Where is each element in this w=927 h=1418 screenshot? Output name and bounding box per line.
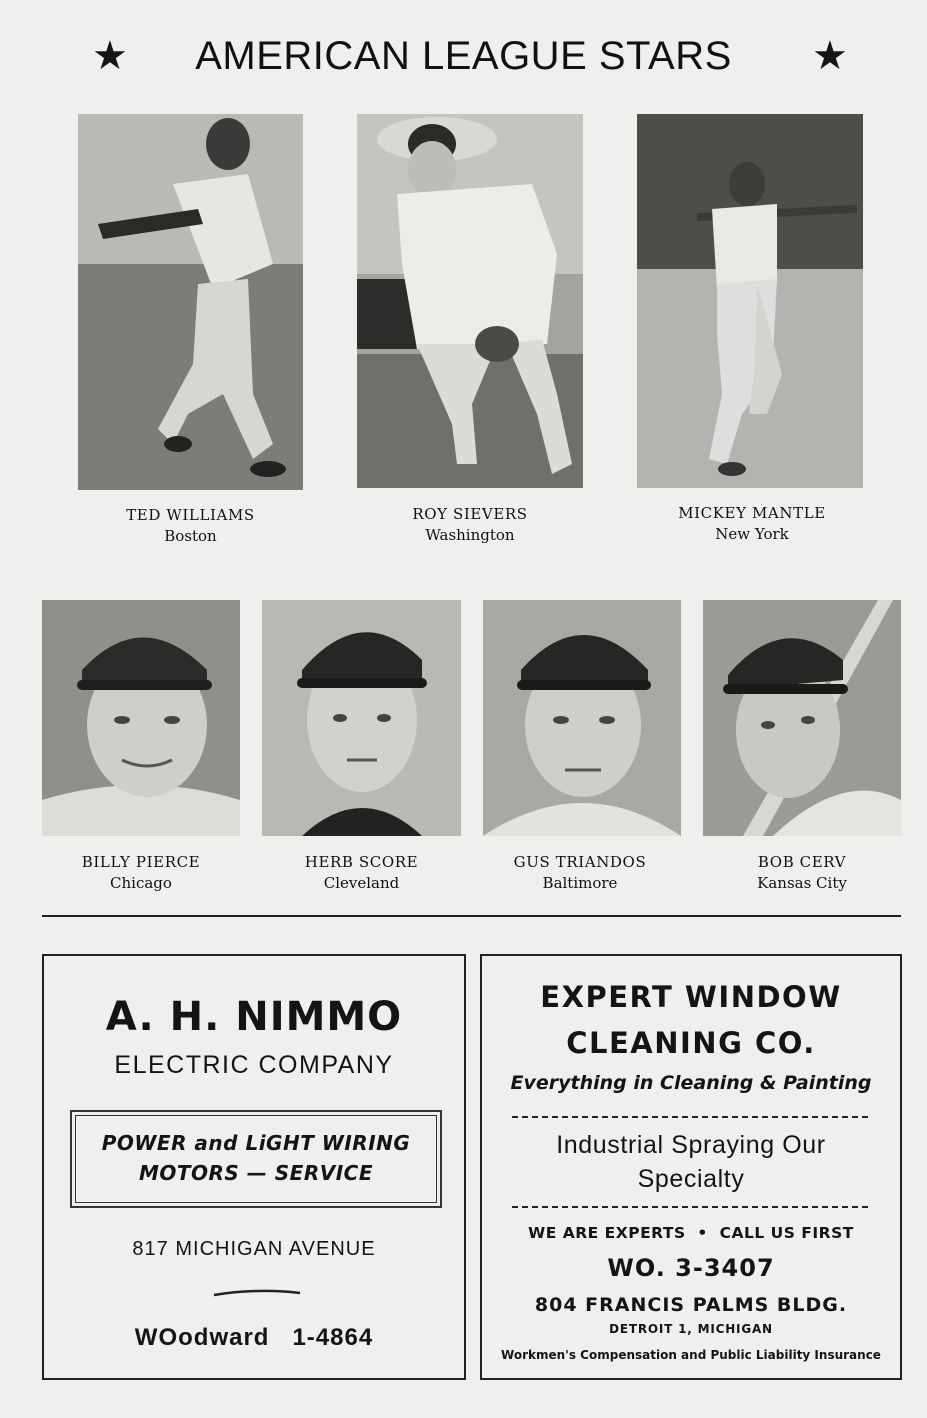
player-photo-bob-cerv [703, 600, 901, 836]
ad-nimmo [42, 954, 466, 1380]
player-photo-gus-triandos [483, 600, 681, 836]
player-name: BILLY PIERCE [81, 853, 201, 871]
ad-nimmo-services-box [70, 1110, 442, 1208]
ad-expert-dash-1 [512, 1116, 868, 1118]
caption-top-1 [78, 505, 303, 547]
ad-nimmo-address: 817 MICHIGAN AVENUE [132, 1238, 376, 1260]
ad-expert-tagline: Everything in Cleaning & Painting [510, 1072, 872, 1094]
player-name: ROY SIEVERS [412, 505, 528, 523]
player-photo-roy-sievers [357, 114, 583, 488]
section-divider [42, 915, 901, 917]
ad-nimmo-phone: WOodward 1-4864 [134, 1324, 374, 1351]
player-team: Washington [425, 526, 515, 544]
page-title: AMERICAN LEAGUE STARS [195, 34, 732, 78]
ad-expert-special-1: Industrial Spraying Our [556, 1131, 826, 1159]
ad-expert-address: 804 FRANCIS PALMS BLDG. [534, 1294, 848, 1316]
caption-bottom-2 [262, 852, 461, 894]
caption-bottom-3 [470, 852, 690, 894]
player-name: GUS TRIANDOS [513, 853, 647, 871]
player-photo-mickey-mantle [637, 114, 863, 488]
ad-nimmo-flourish [212, 1286, 302, 1300]
player-photo-herb-score [262, 600, 461, 836]
ad-expert-insurance: Workmen's Compensation and Public Liability Insurance [501, 1348, 881, 1362]
player-team: New York [715, 525, 789, 543]
player-team: Baltimore [542, 874, 618, 892]
ad-expert-phone: WO. 3-3407 [607, 1254, 775, 1282]
ad-expert-special-2: Specialty [637, 1165, 745, 1193]
ad-expert-title-1: EXPERT WINDOW [540, 980, 842, 1014]
player-name: BOB CERV [757, 853, 847, 871]
ad-nimmo-line1: POWER and LiGHT WIRING [101, 1131, 411, 1155]
player-name: MICKEY MANTLE [678, 504, 826, 522]
player-team: Kansas City [757, 874, 847, 892]
player-team: Cleveland [323, 874, 400, 892]
ad-expert-slogan: WE ARE EXPERTS • CALL US FIRST [528, 1224, 854, 1242]
caption-bottom-1 [42, 852, 240, 894]
caption-top-2 [357, 504, 583, 546]
ad-expert-window [480, 954, 902, 1380]
ad-nimmo-subtitle: ELECTRIC COMPANY [114, 1051, 394, 1079]
star-icon-right: ★ [812, 33, 848, 79]
ad-nimmo-line2: MOTORS — SERVICE [138, 1161, 373, 1185]
player-team: Chicago [110, 874, 172, 892]
ad-nimmo-title: A. H. NIMMO [105, 994, 403, 1040]
ad-expert-dash-2 [512, 1206, 868, 1208]
player-team: Boston [164, 527, 217, 545]
player-photo-billy-pierce [42, 600, 240, 836]
caption-bottom-4 [703, 852, 901, 894]
player-name: HERB SCORE [304, 853, 419, 871]
ad-expert-title-2: CLEANING CO. [566, 1026, 816, 1060]
player-name: TED WILLIAMS [126, 506, 255, 524]
star-icon-left: ★ [92, 33, 128, 79]
player-photo-ted-williams [78, 114, 303, 490]
caption-top-3 [637, 503, 867, 545]
ad-expert-city: DETROIT 1, MICHIGAN [609, 1322, 773, 1336]
